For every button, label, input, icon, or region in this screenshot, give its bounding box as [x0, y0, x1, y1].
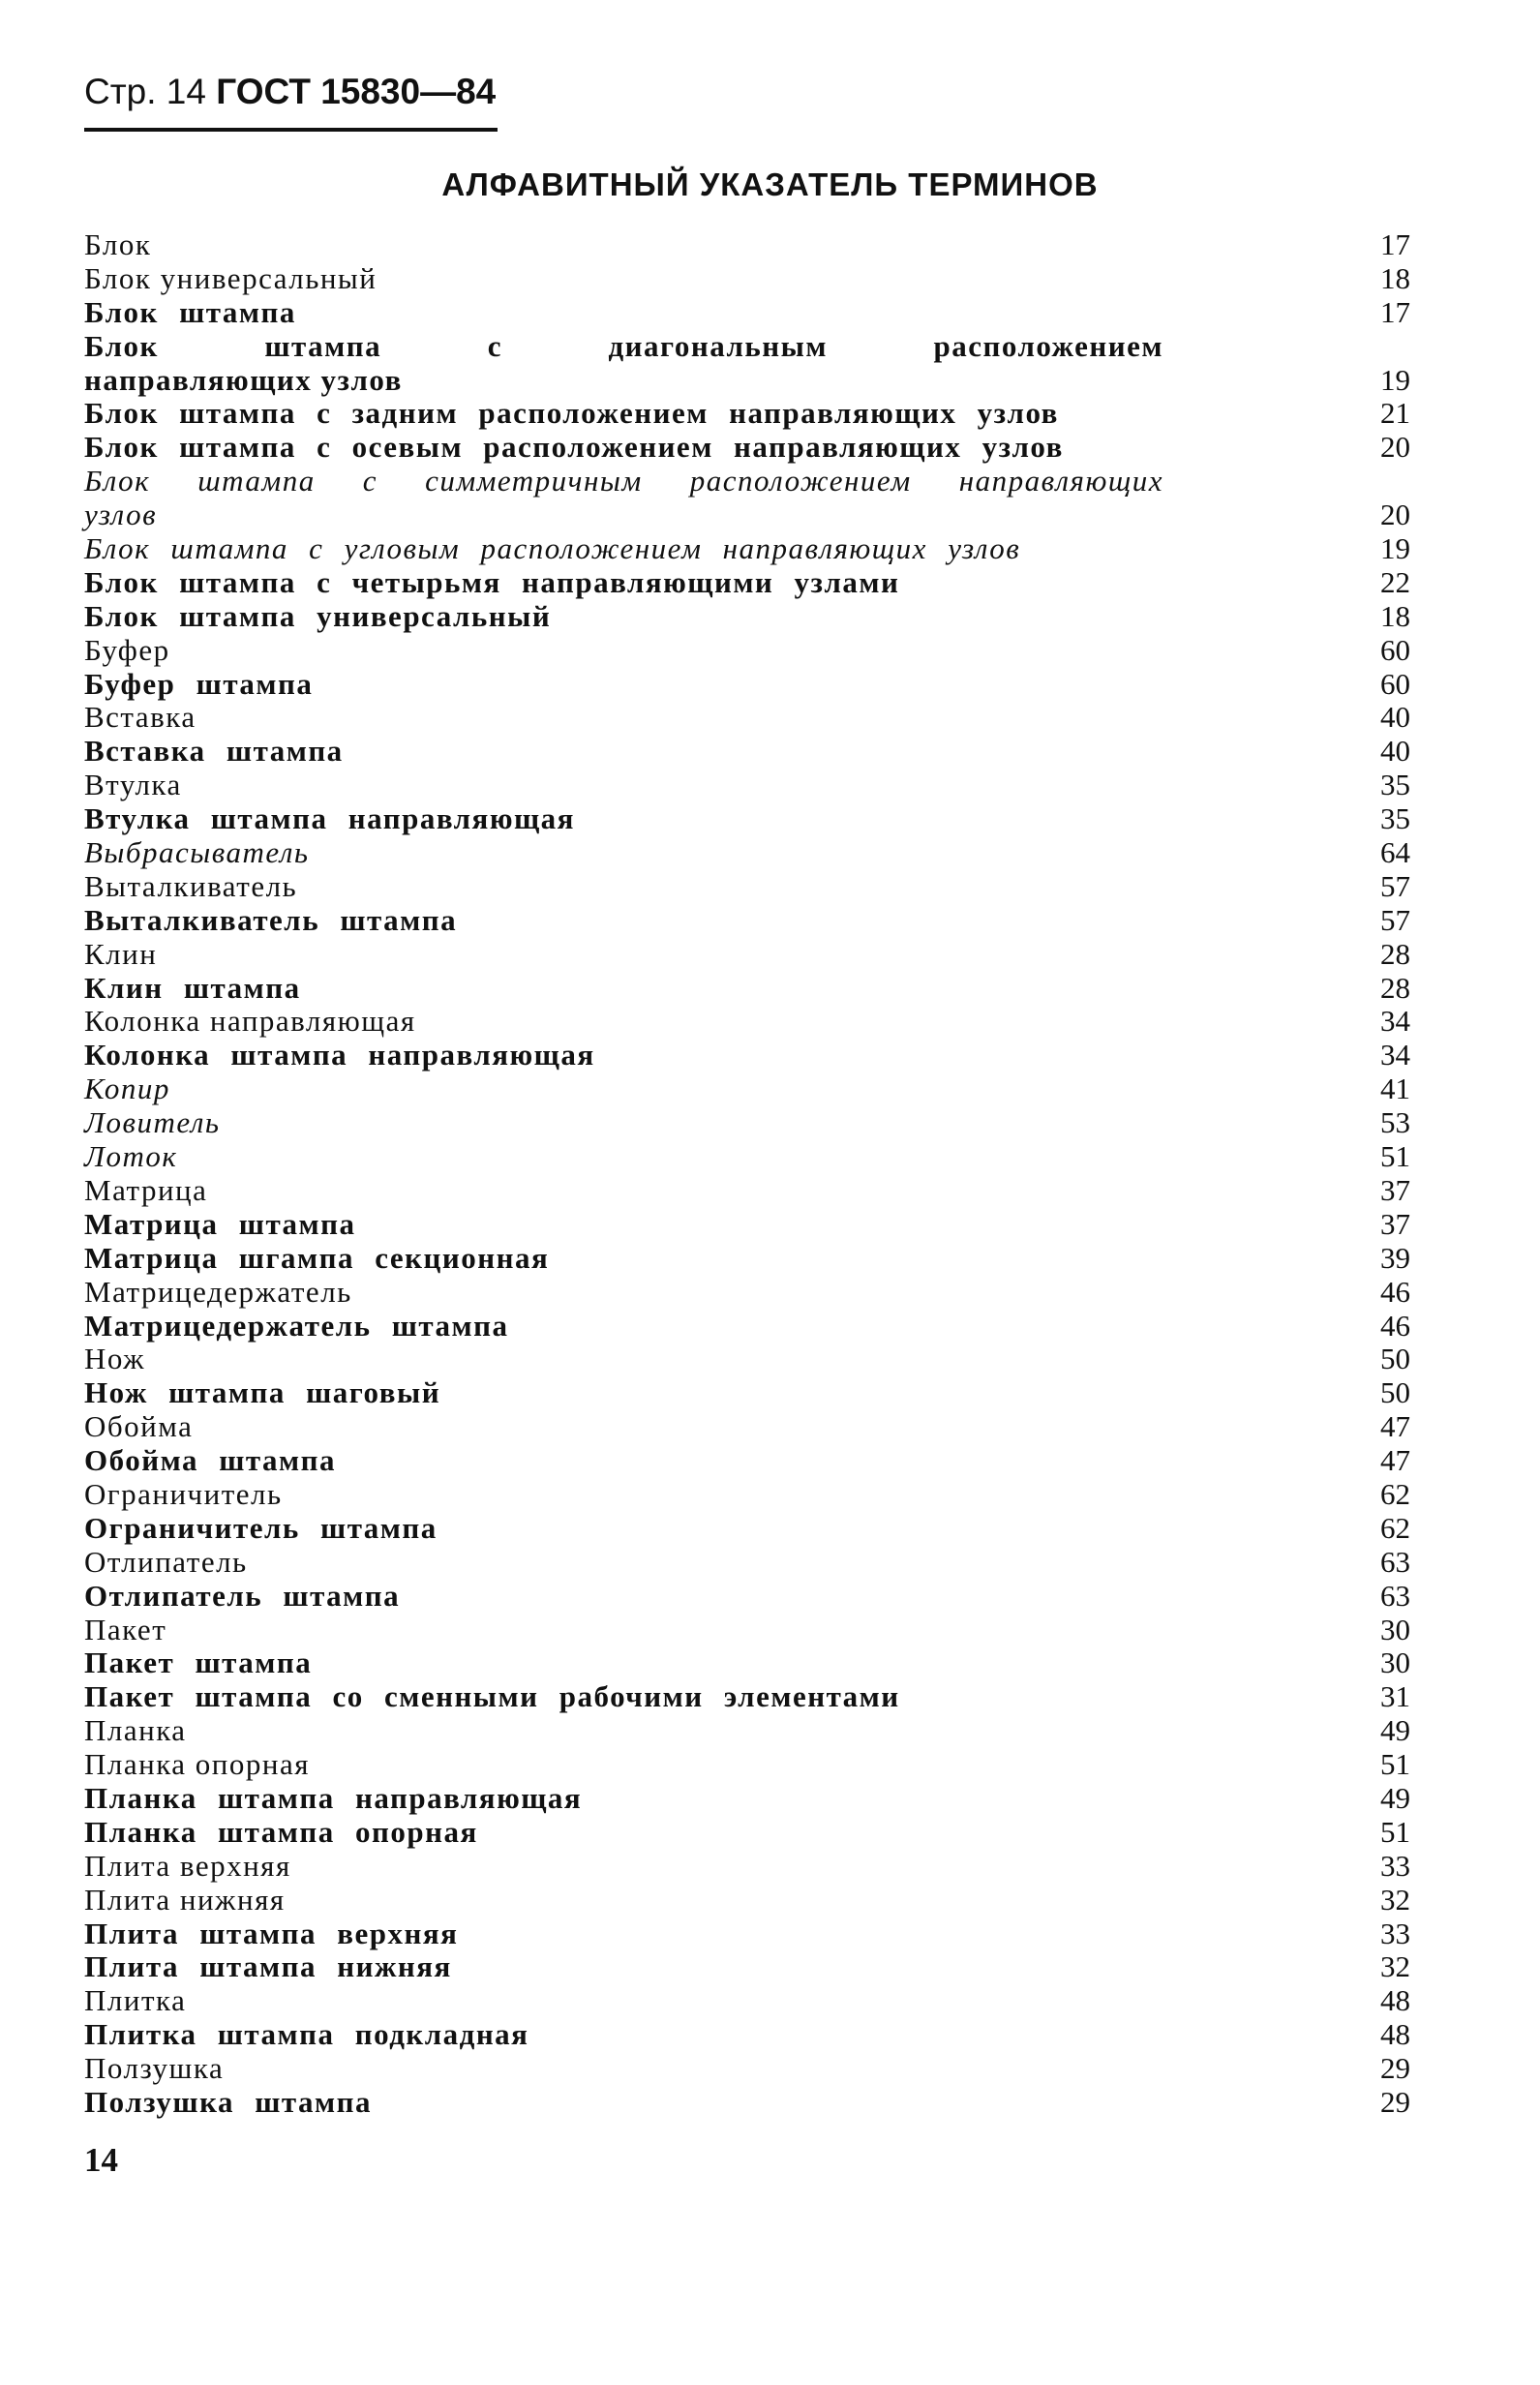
index-term-line: Ловитель	[84, 1105, 221, 1140]
index-term-line: Плитка	[84, 1983, 187, 2018]
index-entry	[84, 938, 1410, 972]
index-page-ref: 41	[1380, 1072, 1410, 1106]
index-entry	[84, 634, 1410, 668]
index-entry	[84, 600, 1410, 634]
index-page-ref: 29	[1380, 2084, 1410, 2119]
index-entry	[84, 769, 1410, 802]
index-entry	[84, 1310, 1410, 1343]
index-term-line: Блок штампа с угловым расположением направляющих узлов	[84, 531, 1021, 566]
index-page-ref: 49	[1380, 1713, 1410, 1748]
index-page-ref: 48	[1380, 2017, 1410, 2052]
index-page-ref: 47	[1380, 1409, 1410, 1444]
index-entry	[84, 1714, 1410, 1748]
index-page-ref: 28	[1380, 936, 1410, 971]
index-entry	[84, 2018, 1410, 2052]
index-entry	[84, 1816, 1410, 1850]
index-entry	[84, 1106, 1410, 1140]
header-standard: ГОСТ 15830—84	[216, 72, 497, 111]
index-page-ref: 51	[1380, 1139, 1410, 1174]
index-entry	[84, 1444, 1410, 1478]
index-page-ref: 48	[1380, 1983, 1410, 2018]
index-page-ref: 47	[1380, 1443, 1410, 1478]
index-entry	[84, 1614, 1410, 1647]
index-entry	[84, 566, 1410, 600]
index-page-ref: 18	[1380, 598, 1410, 633]
index-entry	[84, 1748, 1410, 1782]
index-entry	[84, 1646, 1410, 1680]
index-term-line: Обойма	[84, 1409, 194, 1444]
index-entry	[84, 1580, 1410, 1614]
index-entry	[84, 2086, 1410, 2120]
index-term-line: Пакет штампа со сменными рабочими элементами	[84, 1679, 900, 1714]
index-term-line: Матрица шгампа секционная	[84, 1240, 550, 1275]
index-term-line: Лоток	[84, 1139, 178, 1174]
index-term-line: Блок штампа с диагональным расположением	[84, 328, 1163, 363]
index-entry	[84, 228, 1410, 262]
index-entry	[84, 532, 1410, 566]
index-term-line: Колонка направляющая	[84, 1004, 416, 1039]
index-page-ref: 39	[1380, 1240, 1410, 1275]
index-term-line: Блок	[84, 227, 152, 261]
index-entry	[84, 1039, 1410, 1072]
index-term-line: Отлипатель штампа	[84, 1578, 401, 1613]
index-page-ref: 33	[1380, 1848, 1410, 1883]
index-term-line: Выбрасыватель	[84, 835, 310, 870]
index-page-ref: 21	[1380, 396, 1410, 431]
index-page-ref: 63	[1380, 1544, 1410, 1579]
index-term-line: Буфер	[84, 632, 170, 667]
index-page-ref: 28	[1380, 970, 1410, 1005]
index-page-ref: 19	[1380, 531, 1410, 566]
index-entry	[84, 1376, 1410, 1410]
index-term-line: Плита штампа верхняя	[84, 1916, 459, 1950]
index-term-line: Буфер штампа	[84, 666, 314, 701]
index-entry	[84, 1343, 1410, 1376]
index-page-ref: 32	[1380, 1949, 1410, 1984]
index-entry	[84, 972, 1410, 1006]
index-term-line: Ползушка штампа	[84, 2084, 372, 2119]
index-entry	[84, 836, 1410, 870]
index-entry	[84, 1546, 1410, 1580]
index-entry	[84, 1276, 1410, 1310]
index-page-ref: 32	[1380, 1882, 1410, 1917]
index-entry	[84, 1005, 1410, 1039]
index-term-line: Матрицедержатель	[84, 1274, 352, 1309]
index-entry	[84, 1174, 1410, 1208]
index-term-line: Клин штампа	[84, 970, 301, 1005]
index-page-ref: 20	[1380, 498, 1410, 532]
index-entry	[84, 431, 1410, 465]
term-index-list	[84, 228, 1410, 2120]
index-page-ref: 63	[1380, 1578, 1410, 1613]
index-page-ref: 62	[1380, 1476, 1410, 1511]
index-entry	[84, 1680, 1410, 1714]
index-term-line: Матрица штампа	[84, 1206, 356, 1241]
index-entry	[84, 1950, 1410, 1984]
index-term-line: Плита нижняя	[84, 1882, 286, 1917]
index-page-ref: 49	[1380, 1780, 1410, 1815]
index-term-line: Пакет	[84, 1612, 167, 1646]
index-term-line: Блок штампа с задним расположением направляющих узлов	[84, 396, 1059, 431]
index-term-line: Нож	[84, 1342, 146, 1376]
index-entry	[84, 1242, 1410, 1276]
index-entry	[84, 1140, 1410, 1174]
index-term-line: Выталкиватель штампа	[84, 902, 458, 937]
index-page-ref: 17	[1380, 294, 1410, 329]
index-page-ref: 46	[1380, 1308, 1410, 1343]
index-term-line: Планка штампа опорная	[84, 1814, 478, 1849]
index-term-line: Блок штампа с четырьмя направляющими узлами	[84, 564, 900, 599]
header-page-label: Стр. 14	[84, 72, 206, 111]
index-page-ref: 29	[1380, 2051, 1410, 2086]
index-page-ref: 30	[1380, 1612, 1410, 1646]
index-entry	[84, 1850, 1410, 1884]
index-term-line: Блок штампа	[84, 294, 296, 329]
index-term-line: Блок штампа с симметричным расположением направляющих	[84, 464, 1163, 498]
index-term-line: Плитка штампа подкладная	[84, 2017, 529, 2052]
index-entry	[84, 1884, 1410, 1917]
index-page-ref: 35	[1380, 768, 1410, 802]
index-page-ref: 57	[1380, 868, 1410, 903]
index-entry	[84, 397, 1410, 431]
index-entry	[84, 1072, 1410, 1106]
index-term-line: направляющих узлов	[84, 362, 403, 397]
page-number: 14	[84, 2141, 118, 2179]
index-entry	[84, 1208, 1410, 1242]
index-entry	[84, 735, 1410, 769]
index-page-ref: 64	[1380, 835, 1410, 870]
index-term-line: Матрицедержатель штампа	[84, 1308, 509, 1343]
index-term-line: Плита верхняя	[84, 1848, 291, 1883]
index-page-ref: 34	[1380, 1004, 1410, 1039]
index-page-ref: 60	[1380, 666, 1410, 701]
index-term-line: Пакет штампа	[84, 1645, 313, 1680]
index-page-ref: 53	[1380, 1105, 1410, 1140]
index-entry	[84, 2052, 1410, 2086]
index-page-ref: 30	[1380, 1645, 1410, 1680]
index-entry	[84, 1917, 1410, 1951]
index-page-ref: 40	[1380, 734, 1410, 769]
index-entry	[84, 870, 1410, 904]
index-term-line: Втулка штампа направляющая	[84, 801, 575, 836]
index-term-line: Блок универсальный	[84, 260, 377, 295]
index-term-line: Нож штампа шаговый	[84, 1375, 441, 1410]
index-entry	[84, 904, 1410, 938]
index-page-ref: 37	[1380, 1206, 1410, 1241]
index-entry	[84, 1410, 1410, 1444]
index-page-ref: 50	[1380, 1342, 1410, 1376]
index-page-ref: 19	[1380, 362, 1410, 397]
index-entry	[84, 262, 1410, 296]
index-entry	[84, 465, 1410, 532]
index-term-line: Блок штампа с осевым расположением направляющих узлов	[84, 430, 1064, 465]
index-term-line: Ограничитель	[84, 1476, 283, 1511]
index-term-line: Отлипатель	[84, 1544, 248, 1579]
index-page-ref: 18	[1380, 260, 1410, 295]
index-page-ref: 60	[1380, 632, 1410, 667]
index-term-line: Матрица	[84, 1172, 208, 1207]
index-entry	[84, 1984, 1410, 2018]
index-page-ref: 20	[1380, 430, 1410, 465]
index-page-ref: 46	[1380, 1274, 1410, 1309]
index-term-line: Плита штампа нижняя	[84, 1949, 452, 1984]
index-term-line: Копир	[84, 1072, 170, 1106]
index-term-line: Выталкиватель	[84, 868, 298, 903]
index-entry	[84, 330, 1410, 398]
index-entry	[84, 296, 1410, 330]
index-term-line: Планка штампа направляющая	[84, 1780, 583, 1815]
index-page-ref: 37	[1380, 1172, 1410, 1207]
header-rule	[84, 128, 498, 132]
running-header	[84, 72, 496, 112]
index-term-line: Втулка	[84, 768, 182, 802]
index-entry	[84, 1512, 1410, 1546]
index-page-ref: 50	[1380, 1375, 1410, 1410]
index-entry	[84, 1478, 1410, 1512]
index-page-ref: 33	[1380, 1916, 1410, 1950]
index-term-line: Блок штампа универсальный	[84, 598, 552, 633]
index-page-ref: 35	[1380, 801, 1410, 836]
index-page-ref: 31	[1380, 1679, 1410, 1714]
index-term-line: Вставка штампа	[84, 734, 344, 769]
index-page-ref: 22	[1380, 564, 1410, 599]
index-entry	[84, 668, 1410, 702]
index-entry	[84, 1782, 1410, 1816]
index-page-ref: 51	[1380, 1814, 1410, 1849]
index-term-line: Планка	[84, 1713, 187, 1748]
index-term-line: Планка опорная	[84, 1747, 311, 1782]
index-page-ref: 40	[1380, 700, 1410, 735]
index-page-ref: 34	[1380, 1038, 1410, 1072]
index-page-ref: 57	[1380, 902, 1410, 937]
index-entry	[84, 802, 1410, 836]
index-page-ref: 51	[1380, 1747, 1410, 1782]
index-term-line: Ползушка	[84, 2051, 225, 2086]
index-term-line: узлов	[84, 498, 158, 532]
index-term-line: Вставка	[84, 700, 196, 735]
index-term-line: Колонка штампа направляющая	[84, 1038, 595, 1072]
index-page-ref: 17	[1380, 227, 1410, 261]
index-term-line: Ограничитель штампа	[84, 1510, 438, 1545]
index-title: АЛФАВИТНЫЙ УКАЗАТЕЛЬ ТЕРМИНОВ	[441, 166, 1099, 202]
index-term-line: Клин	[84, 936, 158, 971]
index-term-line: Обойма штампа	[84, 1443, 336, 1478]
index-page-ref: 62	[1380, 1510, 1410, 1545]
index-entry	[84, 701, 1410, 735]
